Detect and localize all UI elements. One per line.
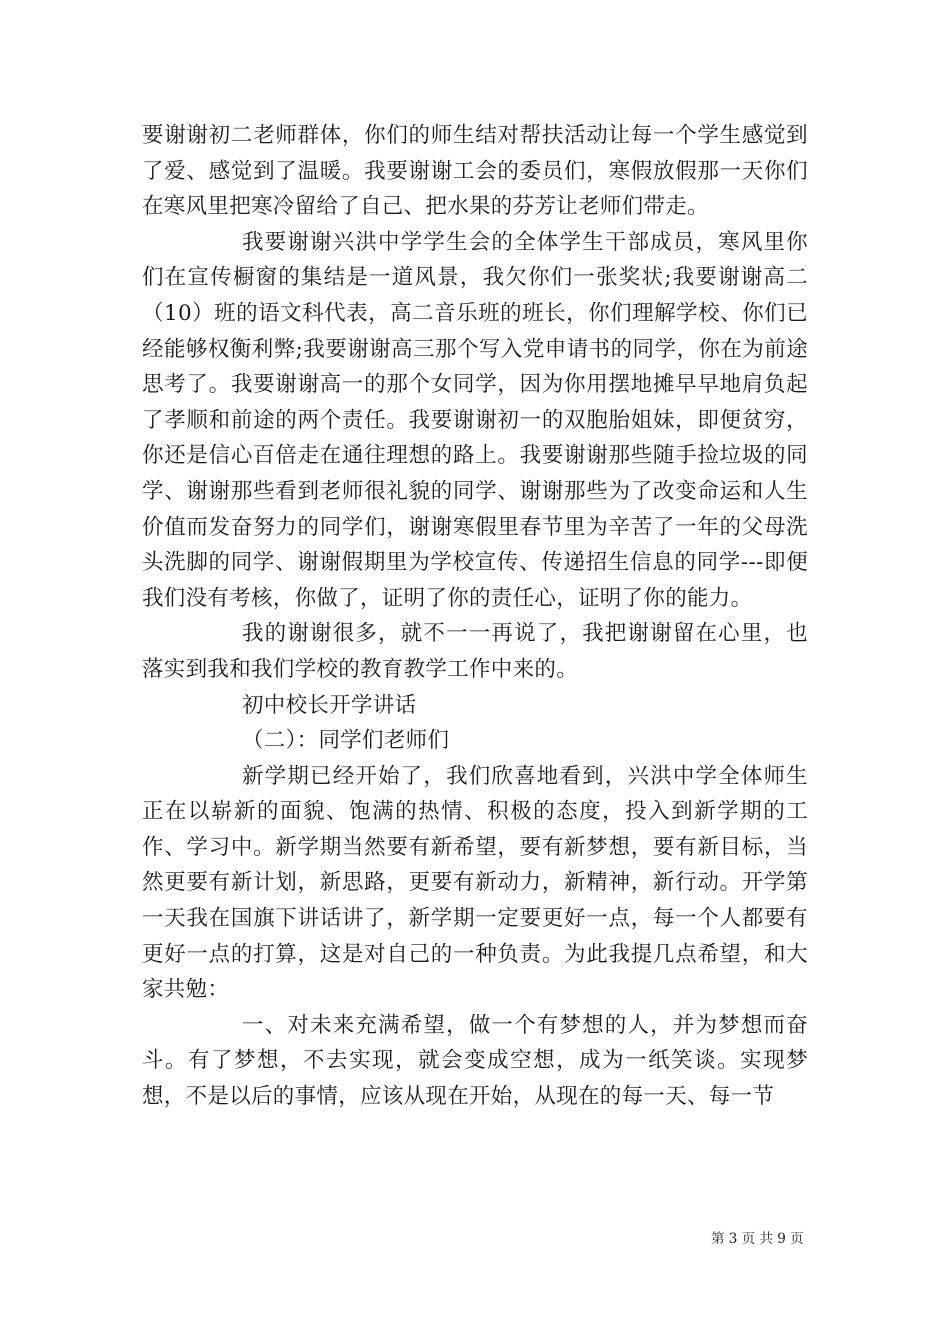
paragraph-thanks-teachers: 要谢谢初二老师群体，你们的师生结对帮扶活动让每一个学生感觉到了爱、感觉到了温暖。我要谢谢工会的委员们，寒假放假那一天你们在寒风里把寒冷留给了自己、把水果的芬芳让老师们带走。 (142, 123, 808, 220)
page-number: 第 3 页 共 9 页 (711, 1231, 804, 1247)
paragraph-closing-thanks: 我的谢谢很多，就不一一再说了，我把谢谢留在心里，也落实到我和我们学校的教育教学工作中来的。 (142, 621, 808, 682)
paragraph-thanks-students: 我要谢谢兴洪中学学生会的全体学生干部成员，寒风里你们在宣传橱窗的集结是一道风景，我欠你们一张奖状;我要谢谢高二（10）班的语文科代表，高二音乐班的班长，你们理解学校、你们已经能够权衡利弊;我要谢谢高三那个写入党申请书的同学，你在为前途思考了。我要谢谢高一的那个女同学，因为你用摆地摊早早地肩负起了孝顺和前途的两个责任。我要谢谢初一的双胞胎姐妹，即便贫穷，你还是信心百倍走在通往理想的路上。我要谢谢那些随手捡垃圾的同学、谢谢那些看到老师很礼貌的同学、谢谢那些为了改变命运和人生价值而发奋努力的同学们，谢谢寒假里春节里为辛苦了一年的父母洗头洗脚的同学、谢谢假期里为学校宣传、传递招生信息的同学---即便我们没有考核，你做了，证明了你的责任心，证明了你的能力。 (142, 229, 808, 611)
paragraph-new-semester: 新学期已经开始了，我们欣喜地看到，兴洪中学全体师生正在以崭新的面貌、饱满的热情、积极的态度，投入到新学期的工作、学习中。新学期当然要有新希望，要有新梦想，要有新目标，当然更要有新计划，新思路，更要有新动力，新精神，新行动。开学第一天我在国旗下讲话讲了，新学期一定要更好一点，每一个人都要有更好一点的打算，这是对自己的一种负责。为此我提几点希望，和大家共勉： (142, 763, 808, 1003)
speech-subtitle: （二）：同学们老师们 (242, 728, 450, 754)
paragraph-point-one: 一、对未来充满希望，做一个有梦想的人，并为梦想而奋斗。有了梦想，不去实现，就会变成空想，成为一纸笑谈。实现梦想，不是以后的事情，应该从现在开始，从现在的每一天、每一节 (142, 1012, 808, 1110)
document-body (142, 118, 808, 1115)
speech-title: 初中校长开学讲话 (242, 692, 417, 718)
